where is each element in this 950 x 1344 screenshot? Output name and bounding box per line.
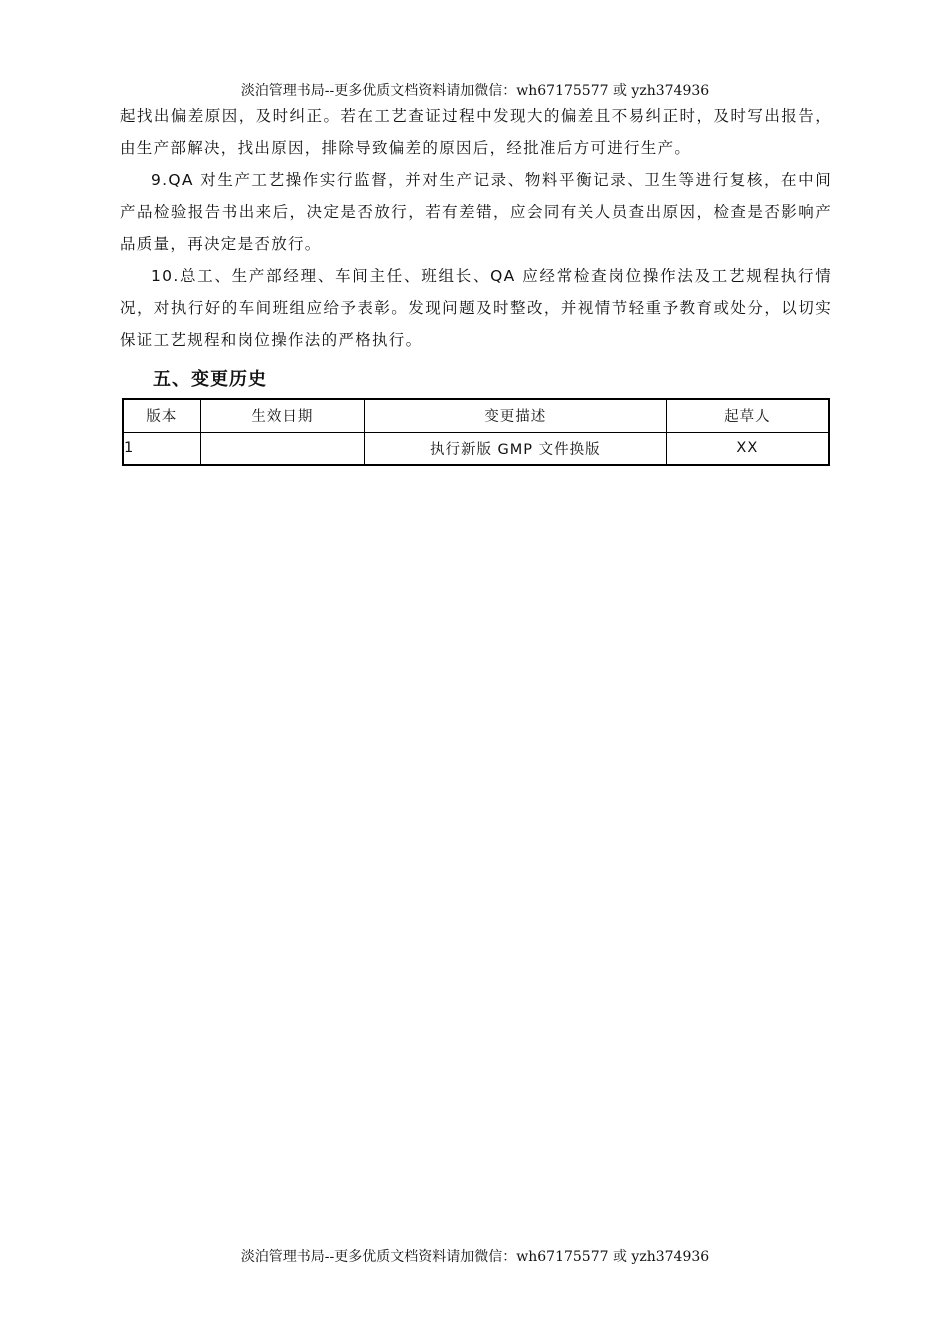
page-footer-watermark: 淡泊管理书局--更多优质文档资料请加微信：wh67175577 或 yzh374936 <box>240 1249 710 1265</box>
column-header-version: 版本 <box>123 399 200 432</box>
cell-effective-date <box>200 432 364 465</box>
change-history-table <box>122 398 830 466</box>
page-header-watermark: 淡泊管理书局--更多优质文档资料请加微信：wh67175577 或 yzh374936 <box>240 83 710 99</box>
document-body <box>120 100 832 466</box>
cell-drafter: XX <box>666 432 829 465</box>
section-title-change-history: 五、变更历史 <box>153 369 267 390</box>
cell-version: 1 <box>123 432 200 465</box>
table-header-row <box>123 399 829 432</box>
table-row <box>123 432 829 465</box>
column-header-change-description: 变更描述 <box>364 399 666 432</box>
paragraph-item-9: 9.QA 对生产工艺操作实行监督，并对生产记录、物料平衡记录、卫生等进行复核，在中间产品检验报告书出来后，决定是否放行，若有差错，应会同有关人员查出原因，检查是否影响产品质量，再决定是否放行。 <box>120 171 832 253</box>
column-header-drafter: 起草人 <box>666 399 829 432</box>
cell-change-description: 执行新版 GMP 文件换版 <box>364 432 666 465</box>
column-header-effective-date: 生效日期 <box>200 399 364 432</box>
paragraph-item-10: 10.总工、生产部经理、车间主任、班组长、QA 应经常检查岗位操作法及工艺规程执行情况，对执行好的车间班组应给予表彰。发现问题及时整改，并视情节轻重予教育或处分，以切实保证工艺规程和岗位操作法的严格执行。 <box>120 267 832 349</box>
paragraph-continuation: 起找出偏差原因，及时纠正。若在工艺查证过程中发现大的偏差且不易纠正时，及时写出报告，由生产部解决，找出原因，排除导致偏差的原因后，经批准后方可进行生产。 <box>120 107 832 157</box>
